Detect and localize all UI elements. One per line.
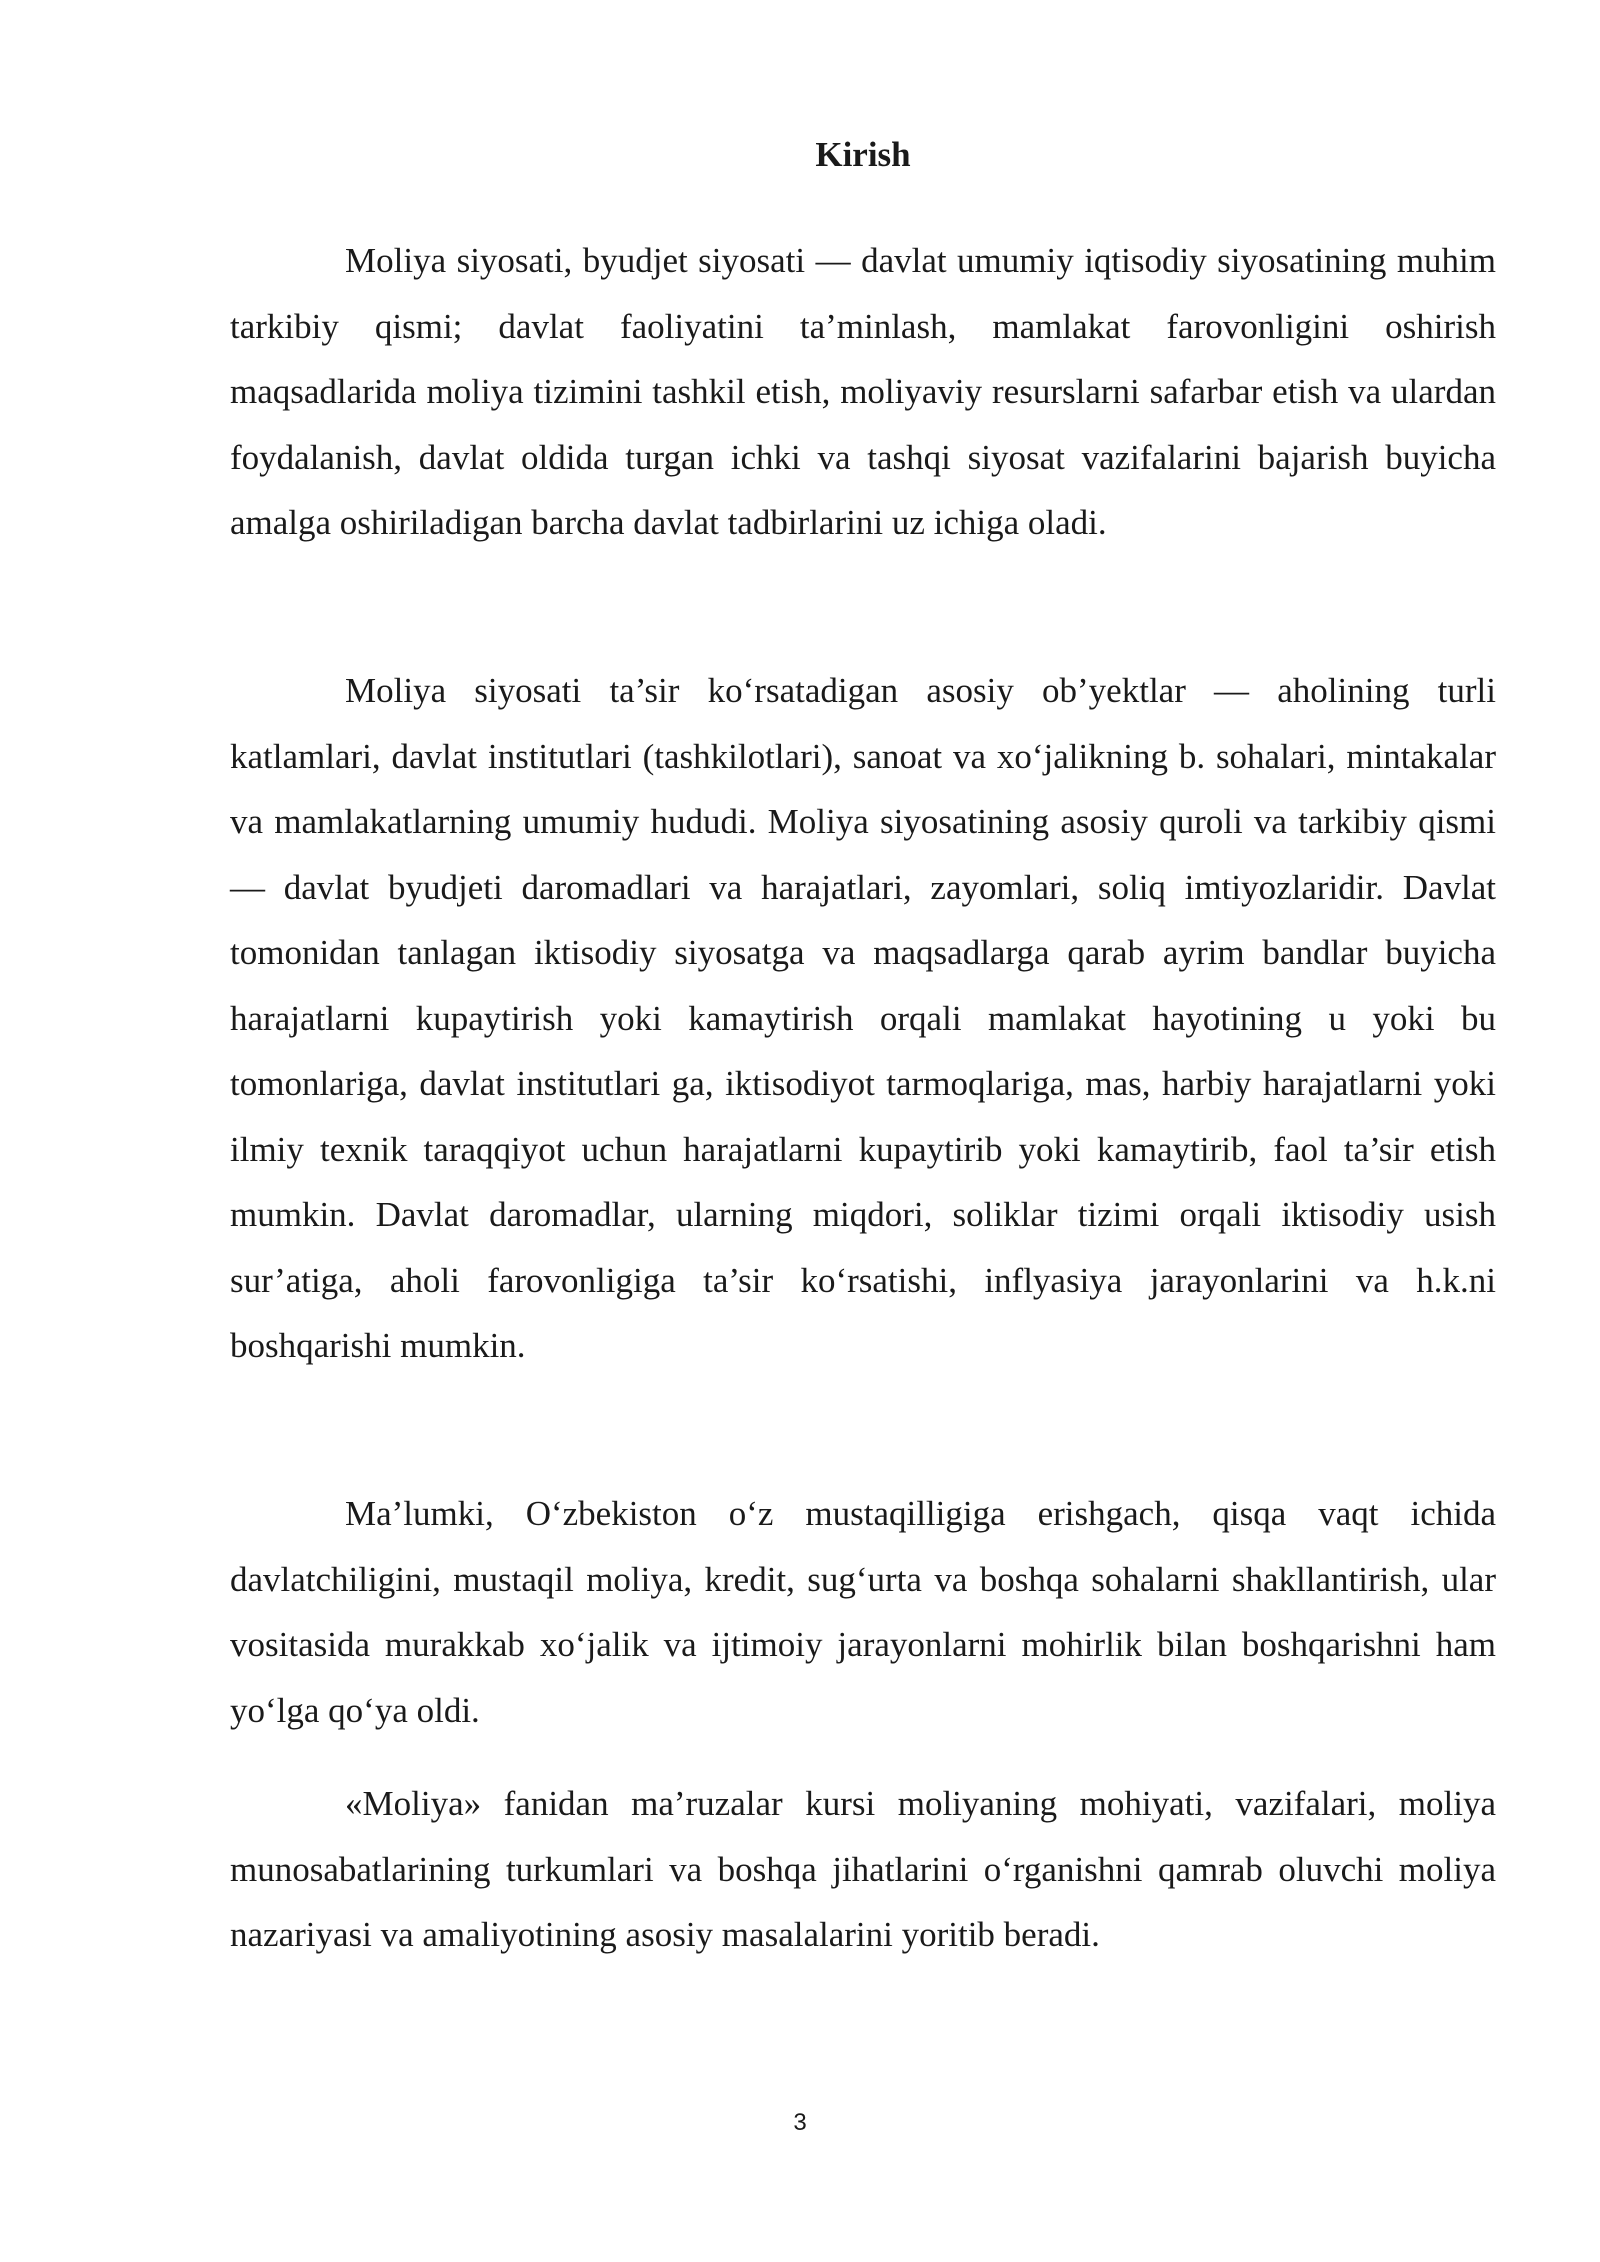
- paragraph-1: Moliya siyosati, byudjet siyosati — davlat umumiy iqtisodiy siyosatining muhim tarkibiy qismi; davlat faoliyatini ta’minlash, mamlakat farovonligini oshirish maqsadlarida moliya tizimini tashkil etish, moliyaviy resurslarni safarbar etish va ulardan foydalanish, davlat oldida turgan ichki va tashqi siyosat vazifalarini bajarish buyicha amalga oshiriladigan barcha davlat tadbirlarini uz ichiga oladi.: [230, 241, 1496, 542]
- paragraph-3: Ma’lumki, O‘zbekiston o‘z mustaqilligiga erishgach, qisqa vaqt ichida davlatchiligini, mustaqil moliya, kredit, sug‘urta va boshqa sohalarni shakllantirish, ular vositasida murakkab xo‘jalik va ijtimoiy jarayonlarni mohirlik bilan boshqarishni ham yo‘lga qo‘ya oldi.: [230, 1494, 1496, 1730]
- paragraph-2: Moliya siyosati ta’sir ko‘rsatadigan asosiy ob’yektlar — aholining turli katlamlari, davlat institutlari (tashkilotlari), sanoat va xo‘jalikning b. sohalari, mintakalar va mamlakatlarning umumiy hududi. Moliya siyosatining asosiy quroli va tarkibiy qismi — davlat byudjeti daromadlari va harajatlari, zayomlari, soliq imtiyozlaridir. Davlat tomonidan tanlagan iktisodiy siyosatga va maqsadlarga qarab ayrim bandlar buyicha harajatlarni kupaytirish yoki kamaytirish orqali mamlakat hayotining u yoki bu tomonlariga, davlat institutlari ga, iktisodiyot tarmoqlariga, mas, harbiy harajatlarni yoki ilmiy texnik taraqqiyot uchun harajatlarni kupaytirib yoki kamaytirib, faol ta’sir etish mumkin. Davlat daromadlar, ularning miqdori, soliklar tizimi orqali iktisodiy usish sur’atiga, aholi farovonligiga ta’sir ko‘rsatishi, inflyasiya jarayonlarini va h.k.ni boshqarishi mumkin.: [230, 671, 1496, 1365]
- page-number: 3: [793, 2109, 807, 2136]
- paragraph-4: «Moliya» fanidan ma’ruzalar kursi moliyaning mohiyati, vazifalari, moliya munosabatlarining turkumlari va boshqa jihatlarini o‘rganishni qamrab oluvchi moliya nazariyasi va amaliyotining asosiy masalalarini yoritib beradi.: [230, 1784, 1496, 1954]
- page-title: Kirish: [815, 135, 911, 174]
